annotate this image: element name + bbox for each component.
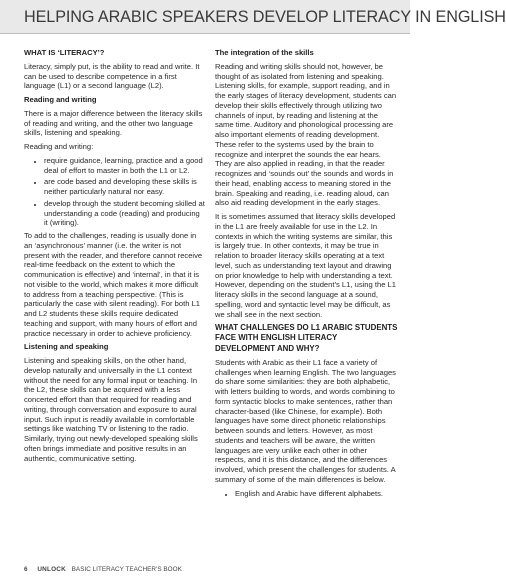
left-column xyxy=(24,48,205,467)
paragraph: Listening and speaking skills, on the other hand, develop naturally and universally in the L1 context without the need for any formal input or teaching. In the L2, these skills can be acquired with a less concerted effort than that required for reading and writing, through conversation and exposure to aural input. Such input is readily available in comfortable settings like watching TV or listening to the radio. Similarly, trying out newly-developed speaking skills often brings immediate and positive results in an authentic, communicative setting. xyxy=(24,356,198,463)
list-item: • English and Arabic have different alphabets. xyxy=(235,489,398,499)
list-item: • develop through the student becoming skilled at understanding a code (reading) and producing it (writing). xyxy=(44,199,205,228)
heading-listening-speaking: Listening and speaking xyxy=(24,342,109,352)
list-item: • require guidance, learning, practice and a good deal of effort to master in both the L1 or L2. xyxy=(44,156,205,176)
heading-challenges: WHAT CHALLENGES DO L1 ARABIC STUDENTS FACE WITH ENGLISH LITERACY DEVELOPMENT AND WHY? xyxy=(215,323,398,353)
paragraph: There is a major difference between the literacy skills of reading and writing, and the other two language skills, listening and speaking. xyxy=(24,108,203,138)
paragraph: Literacy, simply put, is the ability to read and write. It can be used to describe competence in a first language (L1) or a second language (L2). xyxy=(24,61,200,91)
list-item: • are code based and developing these skills is neither particularly natural nor easy. xyxy=(44,177,205,197)
paragraph: Reading and writing skills should not, however, be thought of as isolated from listening and speaking. Listening skills, for example, support reading, and in the early stages of literacy development, students can develop their skills effectively through utilizing two channels of input, by reading and listening at the same time. Auditory and phonological processing are also important elements of reading development. These refer to the systems used by the brain to recognize and interpret the sounds the ear hears. They are also applied in reading, in that the reader recognizes and ‘sounds out’ the sounds and words in their head, enabling access to meaning stored in the brain. Speaking and reading, i.e. reading aloud, can also aid reading development in the early stages. xyxy=(215,61,397,208)
paragraph: Reading and writing: xyxy=(24,142,94,151)
paragraph: Students with Arabic as their L1 face a variety of challenges when learning English. The two languages do share some similarities: they are both alphabetic, with letters building to words, and words combining to form syntactic blocks to make sentences, rather than character-based (like Chinese, for example). Both languages have some direct phonetic relationships between sounds and letters. However, as most students and teachers will be aware, the written languages are very unlike each other in other respects, and it is this distance, and the differences involved, which present the challenges for students. A summary of some of the main differences is below. xyxy=(215,357,396,484)
footer-book-title: BASIC LITERACY TEACHER’S BOOK xyxy=(71,566,182,573)
heading-integration: The integration of the skills xyxy=(215,48,314,57)
heading-what-is-literacy: WHAT IS ‘LITERACY’? xyxy=(24,48,105,57)
page-footer xyxy=(24,566,182,573)
page-number: 6 xyxy=(24,566,28,573)
bullet-list xyxy=(215,489,398,499)
right-column xyxy=(215,48,398,501)
header-divider xyxy=(0,33,410,34)
bullet-list xyxy=(24,156,205,228)
page-header xyxy=(0,0,506,34)
heading-reading-writing: Reading and writing xyxy=(24,95,97,104)
chapter-title: HELPING ARABIC SPEAKERS DEVELOP LITERACY IN ENGLISH xyxy=(24,8,506,26)
paragraph: It is sometimes assumed that literacy skills developed in the L1 are freely available for use in the L2. In contexts in which the writing systems are similar, this is largely true. In other contexts, it may be true in relation to broader literacy skills operating at a text level, such as understanding text layout and drawing on prior knowledge to help with understanding a text. However, depending on the student’s L1, using the L1 literacy skills in the second language at a sound, spelling, word and syntactic level may be difficult, as we shall see in the next section. xyxy=(215,212,396,319)
brand-logo: UNLOCK xyxy=(37,566,66,573)
paragraph: To add to the challenges, reading is usually done in an ‘asynchronous’ manner (i.e. the writer is not present with the reader, and therefore cannot receive real-time feedback on the extent to which the communication is effective) and ‘internal’, in that it is not visible to the world, which makes it more difficult to address from a teaching perspective. (This is particularly the case with silent reading). For both L1 and L2 students these skills require dedicated teaching and support, with many hours of effort and practice necessary in order to achieve proficiency. xyxy=(24,231,203,338)
